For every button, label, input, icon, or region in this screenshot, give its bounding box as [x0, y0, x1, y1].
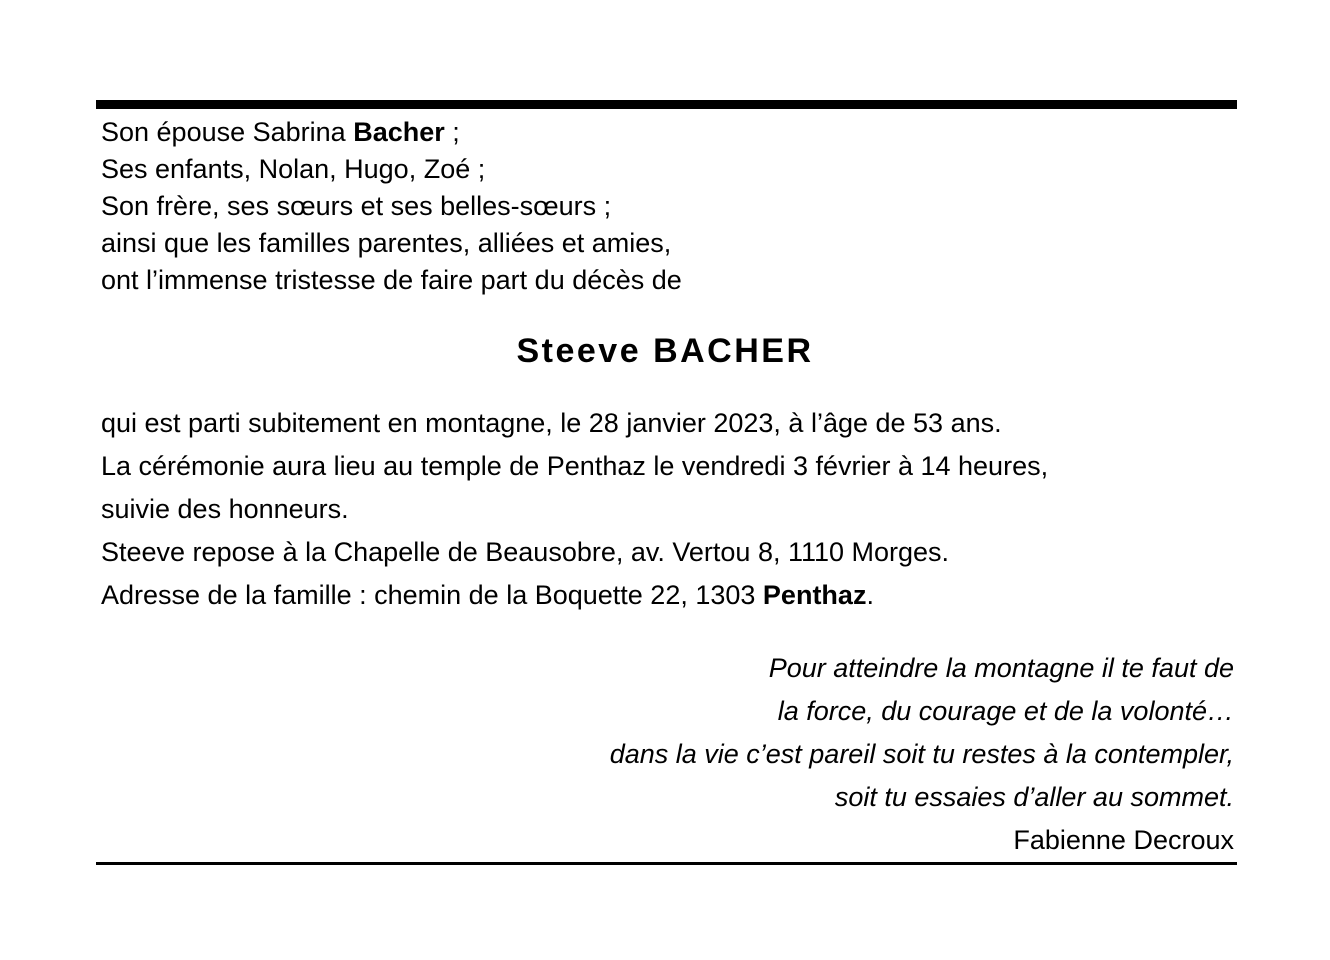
details-line-ceremony: La cérémonie aura lieu au temple de Penthaz le vendredi 3 février à 14 heures, — [101, 451, 1049, 481]
quote-line-2: la force, du courage et de la volonté… — [777, 696, 1234, 726]
details-line-death: qui est parti subitement en montagne, le 28 janvier 2023, à l’âge de 53 ans. — [101, 408, 1002, 438]
quote-line-1: Pour atteindre la montagne il te faut de — [768, 653, 1234, 683]
ceremony-details — [101, 402, 1048, 617]
family-line-siblings: Son frère, ses sœurs et ses belles-sœurs ; — [101, 191, 612, 221]
quote-line-3: dans la vie c’est pareil soit tu restes à la contempler, — [609, 739, 1234, 769]
details-line-chapel: Steeve repose à la Chapelle de Beausobre, av. Vertou 8, 1110 Morges. — [101, 537, 950, 567]
spouse-text: Son épouse Sabrina — [101, 117, 354, 147]
details-line-honours: suivie des honneurs. — [101, 494, 349, 524]
address-punct: . — [866, 580, 874, 610]
spouse-punct: ; — [444, 117, 460, 147]
family-line-spouse — [101, 114, 682, 151]
deceased-name: Steeve BACHER — [516, 332, 814, 370]
spouse-surname: Bacher — [353, 117, 445, 147]
memorial-quote — [610, 647, 1234, 862]
quote-author: Fabienne Decroux — [1013, 825, 1234, 855]
family-announcement — [101, 114, 682, 299]
address-text: Adresse de la famille : chemin de la Boquette 22, 1303 — [101, 580, 763, 610]
family-line-announcement: ont l’immense tristesse de faire part du décès de — [101, 265, 682, 295]
quote-line-4: soit tu essaies d’aller au sommet. — [834, 782, 1234, 812]
top-border-rule — [96, 100, 1237, 109]
family-line-children: Ses enfants, Nolan, Hugo, Zoé ; — [101, 154, 486, 184]
details-line-address — [101, 574, 1048, 617]
bottom-border-rule — [96, 862, 1237, 865]
address-town: Penthaz — [762, 580, 867, 610]
family-line-relatives: ainsi que les familles parentes, alliées et amies, — [101, 228, 672, 258]
